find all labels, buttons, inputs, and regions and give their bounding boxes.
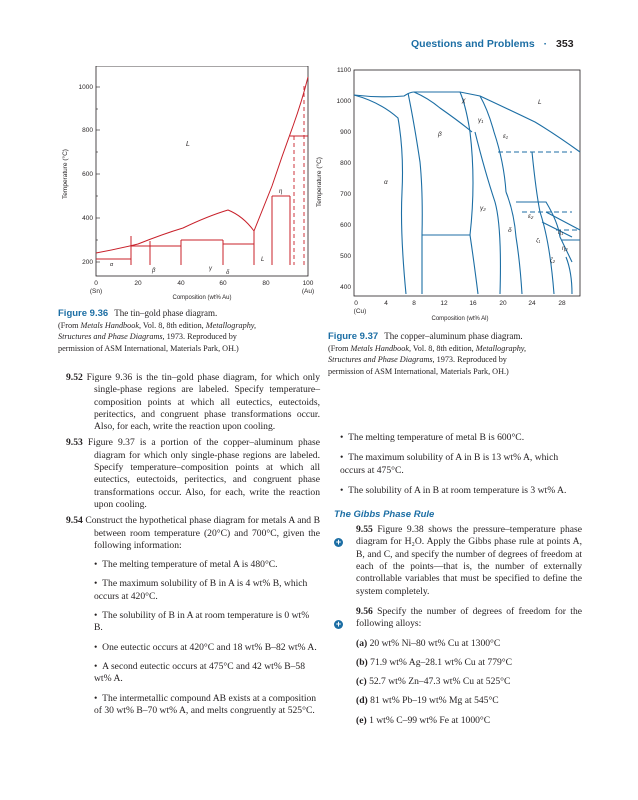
fig37-x-tick: 0: [354, 300, 358, 307]
figure-9-36-title: The tin–gold phase diagram.: [114, 308, 218, 318]
fig37-region-delta: δ: [508, 227, 512, 234]
plus-icon[interactable]: +: [335, 537, 342, 548]
fig36-y-tick-marks: [96, 87, 100, 262]
fig37-dashed-boundaries: [498, 152, 580, 230]
figure-9-37-caption: Figure 9.37 The copper–aluminum phase diagram. (From Metals Handbook, Vol. 8, 8th edition, Metallography, Structures and Phase Diagrams, 1973. Reproduced by permission of ASM International, Materials Park, OH.): [328, 331, 527, 376]
fig37-x-axis-label: Composition (wt% Al): [431, 316, 489, 322]
fig36-x-tick: 20: [134, 280, 142, 287]
figure-9-36-diagram: [58, 66, 328, 306]
page-number: 353: [556, 38, 574, 50]
section-heading: The Gibbs Phase Rule: [334, 509, 435, 521]
fig37-region-gamma2: γ₂: [480, 205, 486, 212]
problem-9-54: 9.54 Construct the hypothetical phase diagram for metals A and B between room temperature (20°C) and 700°C, given the following information:: [66, 515, 320, 551]
problem-9-54-bullets: [66, 559, 320, 717]
fig37-region-zeta1: ζ₁: [536, 238, 541, 244]
fig37-y-tick: 400: [340, 284, 351, 291]
fig37-region-zeta2: ζ₂: [550, 258, 556, 264]
fig37-region-eta1: η₁: [558, 230, 564, 236]
fig36-region-L2: L: [261, 257, 265, 263]
fig37-y-tick: 1000: [336, 98, 351, 105]
fig36-x-tick: 100: [302, 280, 314, 287]
fig37-x-tick: 20: [499, 300, 507, 307]
fig37-x-tick: 16: [469, 300, 477, 307]
fig36-phase-boundaries: [96, 77, 308, 265]
list-item: (e) 1 wt% C–99 wt% Fe at 1000°C: [356, 714, 491, 726]
fig37-region-L: L: [538, 99, 542, 106]
figure-9-37-diagram: [310, 62, 590, 327]
list-item: • One eutectic occurs at 420°C and 18 wt% B–82 wt% A.: [94, 641, 317, 653]
fig36-x-tick: 0: [94, 280, 98, 287]
header-bullet: ·: [543, 38, 548, 50]
fig37-region-alpha: α: [384, 179, 388, 186]
figure-9-37-title: The copper–aluminum phase diagram.: [384, 331, 523, 341]
fig36-region-alpha: α: [110, 262, 114, 268]
list-item: (d) 81 wt% Pb–19 wt% Mg at 545°C: [356, 695, 499, 707]
problem-9-53: 9.53 Figure 9.37 is a portion of the copper–aluminum phase diagram for which only single-phase regions are labeled. Specify temperature–composition points at which all eutectics, eutectoids, peritectics, and congruent phase transformations occur. Also, for each, write the reaction upon cooling.: [66, 437, 320, 510]
fig36-x-tick: 80: [262, 280, 270, 287]
list-item: • The maximum solubility of B in A is 4 wt% B, which occurs at 420°C.: [94, 578, 308, 602]
fig36-x-tick: 40: [177, 280, 185, 287]
fig37-y-tick: 800: [340, 160, 351, 167]
fig37-plot-frame: [354, 70, 580, 296]
fig37-y-axis-label: Temperature (°C): [316, 157, 323, 207]
problem-9-55: + 9.55 Figure 9.38 shows the pressure–temperature phase diagram for H₂O. Apply the Gibbs phase rule at points A, B, and C, and specify the number of degrees of freedom at each of the points—that is, the number of externally controllable variables that must be specified to define the system completely.: [335, 524, 582, 597]
plus-icon[interactable]: +: [335, 618, 342, 629]
problem-9-56-items: [334, 638, 582, 727]
fig36-region-beta: β: [152, 268, 156, 274]
list-item: (a) 20 wt% Ni–80 wt% Cu at 1300°C: [356, 637, 501, 649]
fig36-x-end-label: (Au): [301, 288, 315, 295]
fig37-x-end-label: (Cu): [353, 308, 367, 315]
fig36-dashed-boundaries: [294, 86, 304, 265]
running-header: Questions and Problems · 353: [411, 38, 574, 50]
fig37-region-epsilon1: ε₁: [503, 133, 508, 140]
list-item: • The maximum solubility of A in B is 13 wt% A, which occurs at 475°C.: [340, 452, 559, 476]
fig36-y-axis-label: Temperature (°C): [62, 149, 69, 199]
fig37-y-tick: 600: [340, 222, 351, 229]
list-item: • The solubility of A in B at room temperature is 3 wt% A.: [340, 484, 567, 496]
list-item: • The intermetallic compound AB exists at a composition of 30 wt% B–70 wt% A, and melts congruently at 525°C.: [94, 692, 317, 716]
list-item: • A second eutectic occurs at 475°C and 42 wt% B–58 wt% A.: [94, 660, 306, 685]
list-item: • The solubility of B in A at room temperature is 0 wt% B.: [94, 610, 310, 634]
figure-9-36-caption: Figure 9.36 The tin–gold phase diagram. (From Metals Handbook, Vol. 8, 8th edition, Metallography, Structures and Phase Diagrams, 1973. Reproduced by permission of ASM International, Materials Park, OH.): [58, 308, 257, 353]
left-column: [66, 372, 320, 717]
fig36-y-tick: 800: [82, 127, 93, 134]
fig36-x-end-label: (Sn): [89, 288, 103, 295]
fig37-region-beta: β: [438, 131, 442, 138]
fig36-region-gamma: γ: [209, 266, 212, 272]
fig37-x-tick: 28: [558, 300, 566, 307]
fig37-region-epsilon2: ε₂: [528, 213, 534, 220]
fig37-region-gamma1: γ₁: [478, 117, 484, 124]
right-column: [334, 432, 582, 727]
fig37-y-tick: 700: [340, 191, 351, 198]
fig36-region-delta: δ: [226, 270, 230, 276]
figure-9-37-label: Figure 9.37: [328, 331, 379, 342]
list-item: • The melting temperature of metal A is 480°C.: [94, 559, 278, 571]
figure-9-36-label: Figure 9.36: [58, 308, 109, 319]
fig36-y-tick: 1000: [78, 84, 93, 91]
fig37-y-tick: 1100: [337, 67, 351, 74]
fig37-phase-boundaries: [354, 92, 580, 294]
problem-9-56: + 9.56 Specify the number of degrees of freedom for the following alloys:: [335, 605, 583, 630]
list-item: • The melting temperature of metal B is 600°C.: [340, 432, 525, 443]
fig37-x-tick: 8: [412, 300, 416, 307]
fig36-y-tick: 400: [82, 215, 93, 222]
fig36-plot-frame: [96, 66, 308, 276]
fig36-region-eta: η: [279, 189, 283, 195]
list-item: (c) 52.7 wt% Zn–47.3 wt% Cu at 525°C: [356, 676, 511, 688]
fig37-x-tick: 12: [440, 300, 448, 307]
fig36-y-tick: 200: [82, 259, 93, 266]
fig37-region-eta2: η₂: [562, 246, 568, 252]
fig37-y-tick: 900: [340, 129, 351, 136]
fig37-x-tick: 24: [528, 300, 536, 307]
fig36-x-axis-label: Composition (wt% Au): [172, 295, 232, 301]
fig37-y-tick: 500: [340, 253, 351, 260]
fig36-region-L: L: [186, 141, 190, 148]
problem-9-52: 9.52 Figure 9.36 is the tin–gold phase diagram, for which only single-phase regions are labeled. Specify temperature–composition points at which all eutectics, eutectoids, peritectics, and congruent phase transformations occur. Also, for each, write the reaction upon cooling.: [66, 372, 320, 433]
fig36-x-tick: 60: [219, 280, 227, 287]
fig37-region-chi: χ: [462, 97, 466, 104]
fig36-y-tick: 600: [82, 171, 93, 178]
fig37-x-tick: 4: [384, 300, 388, 307]
list-item: (b) 71.9 wt% Ag–28.1 wt% Cu at 779°C: [356, 656, 513, 668]
